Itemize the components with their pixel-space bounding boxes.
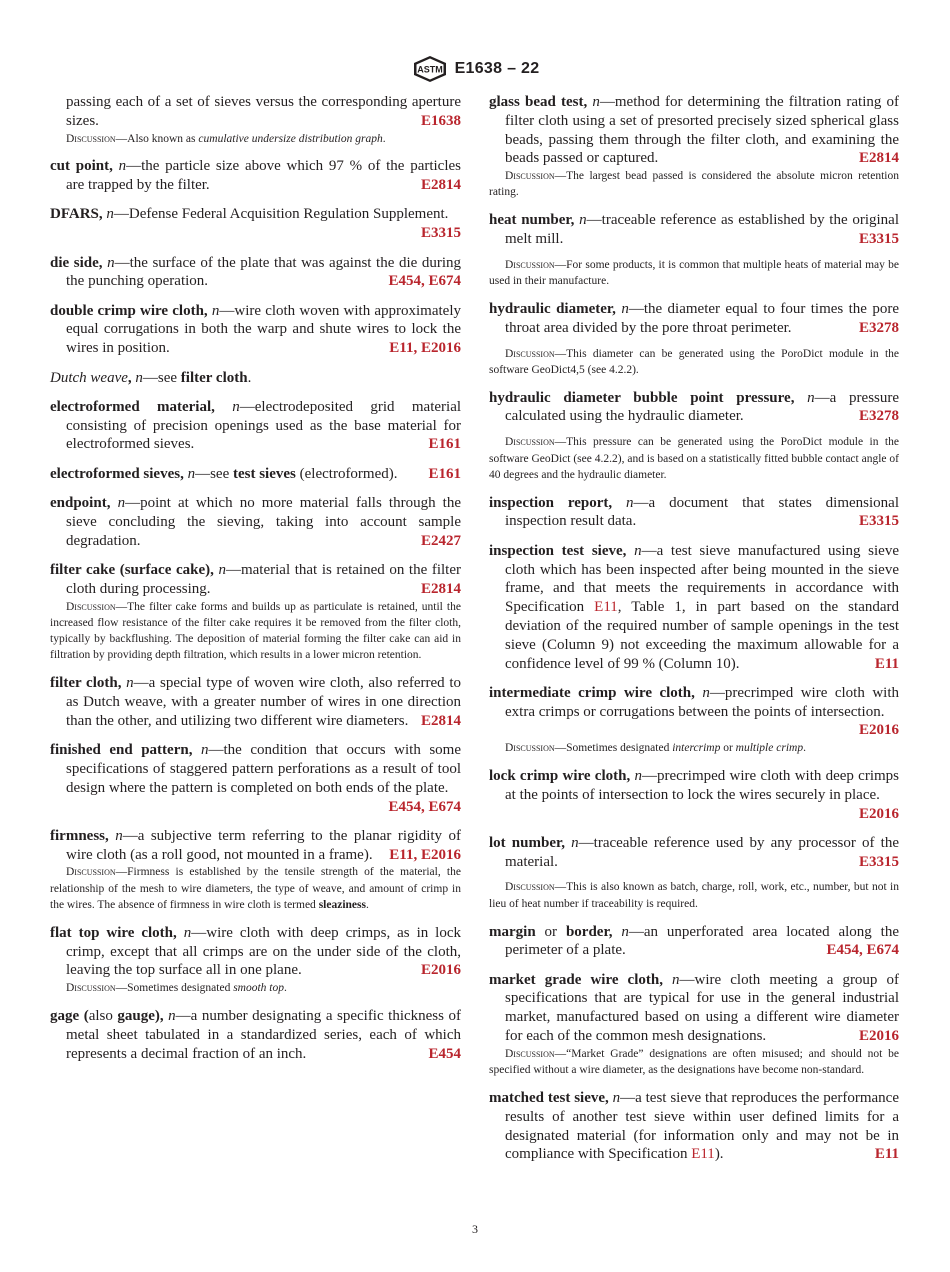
- see-also-term: test sieves: [232, 465, 296, 482]
- definition-margin-or-border: margin or border, n—an unperforated area located along the perimeter of a plate. E454, E674: [489, 923, 899, 959]
- reference-link[interactable]: E454: [826, 942, 859, 959]
- reference-link[interactable]: E11: [389, 340, 414, 357]
- reference-link[interactable]: E3315: [858, 231, 899, 248]
- inline-reference-link[interactable]: E11: [594, 599, 618, 616]
- definition-double-crimp-wire-cloth: double crimp wire cloth, n—wire cloth woven with approximately equal corrugations in both the warp and shute wires to lock the wires in position. E11, E2016: [50, 302, 462, 357]
- discussion-note: Discussion—Firmness is established by the tensile strength of the material, the relationship of the mesh to wire diameters, the type of weave, and amount of crimp in the wires. The absence of firmness in wire cloth is termed sleaziness.: [50, 866, 461, 911]
- reference-link[interactable]: E11: [874, 655, 899, 672]
- reference-link[interactable]: E454: [388, 798, 421, 815]
- definition-hydraulic-diameter-bubble-point-pressure: hydraulic diameter bubble point pressure, n—a pressure calculated using the hydraulic diameter. E3278 Discussion—This pressure can be generated using the PoroDict module in the software GeoDict (see 4.2.2), and is based on a statistically fitted bubble contact angle of 40 degrees and the hydraulic diameter.: [489, 389, 899, 483]
- definition-hydraulic-diameter: hydraulic diameter, n—the diameter equal to four times the pore throat area divided by the pore throat perimeter. E3278 Discussion—This diameter can be generated using the PoroDict module in the software GeoDict4,5 (see 4.2.2).: [489, 300, 899, 378]
- discussion-note: Discussion—Sometimes designated smooth top.: [66, 982, 287, 995]
- reference-link[interactable]: E454: [428, 1045, 461, 1062]
- definition-gage: gage (also gauge), n—a number designating a specific thickness of metal sheet tabulated in a standardized series, each of which represents a decimal fraction of an inch. E454: [50, 1007, 461, 1062]
- definition-lock-crimp-wire-cloth: lock crimp wire cloth, n—precrimped wire cloth with deep crimps at the points of intersection to lock the wires securely in place. E2016: [489, 768, 900, 822]
- definition-dutch-weave: Dutch weave, n—see filter cloth.: [50, 369, 252, 386]
- definition-cut-point: cut point, n—the particle size above which 97 % of the particles are trapped by the filter. E2814: [50, 158, 462, 194]
- reference-link[interactable]: E2016: [420, 340, 461, 357]
- definition-firmness: firmness, n—a subjective term referring to the planar rigidity of wire cloth (as a roll good, not mounted in a frame). E11, E2016 Discussion—Firmness is established by the tensile strength of the material, the relationship of the mesh to wire diameters, the type of weave, and amount of crimp in the wires. The absence of firmness in wire cloth is termed sleaziness.: [50, 827, 461, 913]
- reference-link[interactable]: E11: [389, 846, 414, 863]
- reference-link[interactable]: E2814: [420, 712, 461, 729]
- reference-link[interactable]: E3278: [858, 408, 899, 425]
- definition-electroformed-sieves: electroformed sieves, n—see test sieves (electroformed). E161: [50, 465, 461, 482]
- reference-link[interactable]: E3315: [420, 225, 461, 242]
- definition-finished-end-pattern: finished end pattern, n—the condition that occurs with some specifications of staggered pattern perforations as a result of tool design where the pattern is completed on both ends of the plate. E454, E674: [50, 742, 461, 815]
- reference-link[interactable]: E2016: [420, 962, 461, 979]
- inline-reference-link[interactable]: E11: [691, 1146, 715, 1163]
- definition-filter-cloth: filter cloth, n—a special type of woven wire cloth, also referred to as Dutch weave, with a greater number of wires in one direction than the other, and utilizing two different wire diameters. E2814: [50, 675, 462, 729]
- entry-continuation: passing each of a set of sieves versus the corresponding aperture sizes. E1638 Discussion—Also known as cumulative undersize distribution graph.: [50, 93, 461, 147]
- left-column: [50, 93, 461, 1074]
- discussion-note: Discussion—The largest bead passed is considered the absolute micron retention rating.: [489, 170, 899, 199]
- discussion-note: Discussion—This pressure can be generated using the PoroDict module in the software GeoDict (see 4.2.2), and is based on a statistically fitted bubble contact angle of 40 degrees and the hydraulic diameter.: [489, 436, 899, 481]
- discussion-note: Discussion—This is also known as batch, charge, roll, work, etc., number, but not in lieu of heat number if traceability is required.: [489, 881, 899, 910]
- discussion-note: Discussion—Also known as cumulative undersize distribution graph.: [66, 132, 386, 145]
- page-header: [0, 55, 950, 83]
- page-number: 3: [472, 1222, 478, 1236]
- discussion-note: Discussion—“Market Grade” designations are often misused; and should not be specified without a wire diameter, as the designations have become non-standard.: [489, 1047, 899, 1077]
- definition-die-side: die side, n—the surface of the plate that was against the die during the punching operation. E454, E674: [50, 254, 461, 290]
- reference-link[interactable]: E2016: [858, 722, 899, 739]
- definition-intermediate-crimp-wire-cloth: intermediate crimp wire cloth, n—precrimped wire cloth with extra crimps or corrugations between the points of intersection. E2016 Discussion—Sometimes designated intercrimp or multiple crimp.: [489, 684, 899, 757]
- see-also-term: filter cloth: [180, 369, 248, 386]
- definition-electroformed-material: electroformed material, n—electrodeposited grid material consisting of precision openings used as the base material for electroformed sieves. E161: [50, 398, 462, 453]
- reference-link[interactable]: E2427: [420, 532, 461, 549]
- definition-matched-test-sieve: matched test sieve, n—a test sieve that reproduces the performance results of another test sieve within user defined limits for a designated material (for information only and may not be in compliance with Specification E11). E11: [489, 1089, 899, 1163]
- reference-link[interactable]: E674: [428, 273, 461, 290]
- reference-link[interactable]: E161: [428, 436, 461, 453]
- reference-link[interactable]: E674: [866, 942, 899, 959]
- reference-link[interactable]: E2814: [420, 177, 461, 194]
- definition-lot-number: lot number, n—traceable reference used by any processor of the material. E3315 Discussion—This is also known as batch, charge, roll, work, etc., number, but not in lieu of heat number if traceability is required.: [489, 834, 899, 912]
- discussion-note: Discussion—The filter cake forms and builds up as particulate is retained, until the increased flow resistance of the filter cake requires it be removed from the filter cloth, typically by backflushing. The deposition of material forming the filter cake can aid in filtration by providing depth filtration, which results in a lower micron retention.: [50, 600, 461, 662]
- definition-market-grade-wire-cloth: market grade wire cloth, n—wire cloth meeting a group of specifications that are typical for use in the general industrial market, manufactured based on using a different wire diameter for each of the common mesh designations. E2016 Discussion—“Market Grade” designations are often misused; and should not be specified without a wire diameter, as the designations have become non-standard.: [489, 971, 899, 1079]
- reference-link[interactable]: E454: [388, 273, 421, 290]
- reference-link[interactable]: E2016: [858, 1028, 899, 1045]
- discussion-note: Discussion—For some products, it is common that multiple heats of material may be used in their manufacture.: [489, 258, 899, 288]
- reference-link[interactable]: E3315: [858, 513, 899, 530]
- astm-logo: [411, 55, 449, 83]
- logo-text: ASTM: [416, 64, 443, 75]
- reference-link[interactable]: E2814: [420, 580, 461, 597]
- reference-link[interactable]: E3315: [858, 853, 899, 870]
- right-column: [489, 93, 899, 1175]
- document-title: E1638 – 22: [454, 60, 540, 77]
- definition-inspection-report: inspection report, n—a document that states dimensional inspection result data. E3315: [489, 494, 899, 530]
- discussion-note: Discussion—Sometimes designated intercrimp or multiple crimp.: [505, 742, 806, 755]
- discussion-note: Discussion—This diameter can be generated using the PoroDict module in the software GeoDict4,5 (see 4.2.2).: [489, 347, 899, 376]
- reference-link[interactable]: E11: [874, 1146, 899, 1163]
- definition-inspection-test-sieve: inspection test sieve, n—a test sieve manufactured using sieve cloth which has been inspected after being mounted in the sieve frame, and that meets the requirements in accordance with Specification E11, Table 1, in part based on the standard deviation of the required number of sample openings in the test sieve (Column 9) not exceeding the maximum allowable for a confidence level of 99 % (Column 10). E11: [489, 542, 899, 672]
- definition-flat-top-wire-cloth: flat top wire cloth, n—wire cloth with deep crimps, as in lock crimp, except that all crimps are on the under side of the cloth, leaving the top surface all in one plane. E2016 Discussion—Sometimes designated smooth top.: [50, 924, 461, 997]
- reference-link[interactable]: E674: [428, 798, 461, 815]
- reference-link[interactable]: E1638: [420, 112, 461, 129]
- definition-filter-cake: filter cake (surface cake), n—material that is retained on the filter cloth during processing. E2814 Discussion—The filter cake forms and builds up as particulate is retained, until the increased flow resistance of the filter cake requires it be removed from the filter cloth, typically by backflushing. The deposition of material forming the filter cake can aid in filtration by providing depth filtration, which results in a lower micron retention.: [50, 561, 461, 664]
- reference-link[interactable]: E2016: [420, 846, 461, 863]
- reference-link[interactable]: E2016: [858, 805, 899, 822]
- definition-heat-number: heat number, n—traceable reference as established by the original melt mill. E3315 Discussion—For some products, it is common that multiple heats of material may be used in their manufacture.: [489, 211, 899, 289]
- definition-endpoint: endpoint, n—point at which no more material falls through the sieve concluding the sieving, taking into account sample degradation. E2427: [50, 495, 461, 549]
- reference-link[interactable]: E161: [428, 465, 461, 482]
- reference-link[interactable]: E2814: [858, 150, 899, 167]
- definition-glass-bead-test: glass bead test, n—method for determining the filtration rating of filter cloth using a set of presorted precisely sized spherical glass beads, passing them through the filter cloth, and examining the beads passed or captured. E2814 Discussion—The largest bead passed is considered the absolute micron retention rating.: [489, 93, 899, 201]
- definition-dfars: DFARS, n—Defense Federal Acquisition Regulation Supplement. E3315: [50, 206, 461, 242]
- reference-link[interactable]: E3278: [858, 319, 899, 336]
